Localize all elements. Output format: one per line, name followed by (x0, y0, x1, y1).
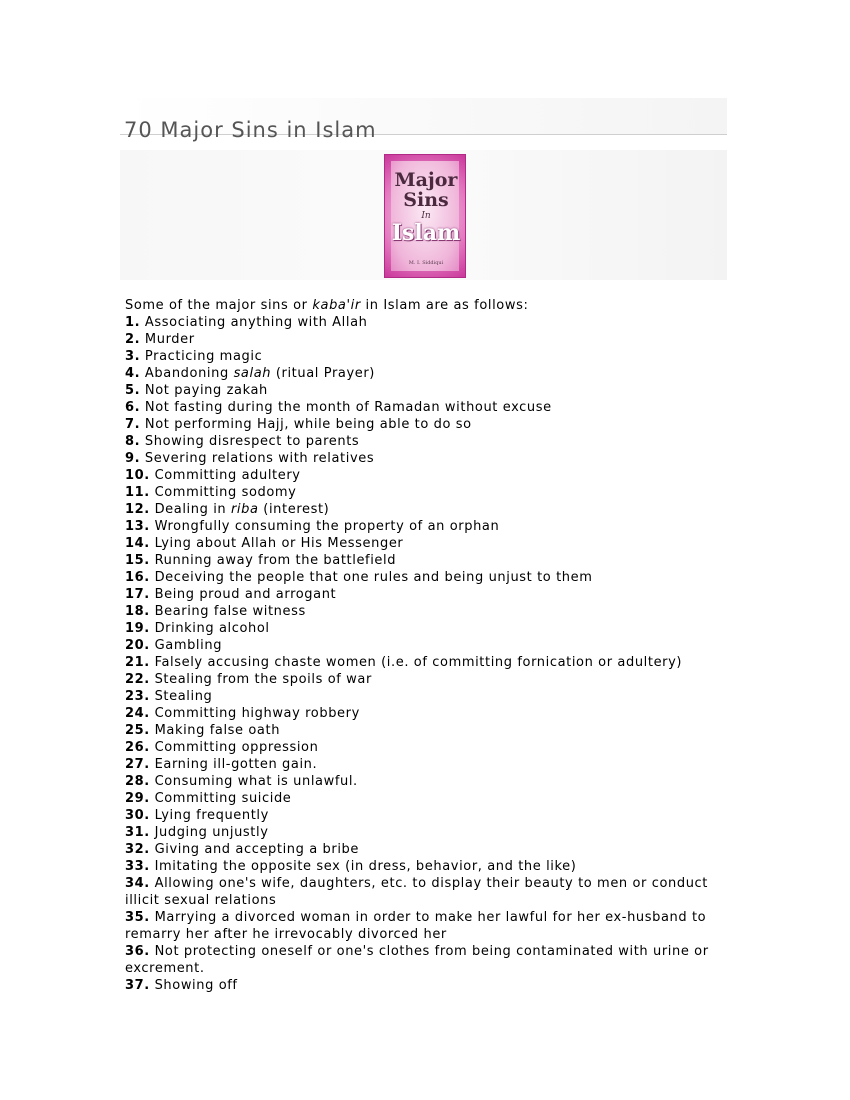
list-item-number: 33. (125, 859, 150, 874)
list-item-text: Committing sodomy (149, 485, 297, 500)
list-item (125, 671, 725, 688)
book-cover-author: M. I. Siddiqui (408, 260, 444, 266)
list-item (125, 484, 725, 501)
list-item (125, 467, 725, 484)
list-item-text: Bearing false witness (149, 604, 306, 619)
list-item-number: 3. (125, 349, 141, 364)
list-item (125, 756, 725, 773)
list-item-text: Consuming what is unlawful. (149, 774, 358, 789)
list-item-number: 27. (125, 757, 150, 772)
list-item-number: 6. (125, 400, 141, 415)
list-item (125, 569, 725, 586)
list-item-text: Judging unjustly (149, 825, 269, 840)
list-item-number: 10. (125, 468, 150, 483)
book-cover-line-1: Major (394, 169, 458, 191)
list-item (125, 637, 725, 654)
list-item (125, 977, 725, 994)
list-item-text: Making false oath (149, 723, 281, 738)
list-item (125, 875, 725, 909)
list-item (125, 858, 725, 875)
list-item (125, 824, 725, 841)
book-cover-image (384, 154, 466, 278)
list-item (125, 501, 725, 518)
list-item-number: 21. (125, 655, 150, 670)
list-item-text: Allowing one's wife, daughters, etc. to display their beauty to men or conduct illicit sexual relations (125, 876, 709, 908)
list-item-number: 24. (125, 706, 150, 721)
list-item-number: 4. (125, 366, 141, 381)
list-item-number: 22. (125, 672, 150, 687)
list-item-text: Practicing magic (140, 349, 263, 364)
list-item (125, 416, 725, 433)
list-item-number: 8. (125, 434, 141, 449)
list-item-number: 14. (125, 536, 150, 551)
list-item (125, 722, 725, 739)
book-cover-line-4: Islam (391, 220, 461, 246)
list-item-text: Dealing in (149, 502, 231, 517)
list-item (125, 382, 725, 399)
list-item-text: Not paying zakah (140, 383, 268, 398)
list-item (125, 314, 725, 331)
list-item (125, 450, 725, 467)
list-item (125, 620, 725, 637)
list-item-text: Committing suicide (149, 791, 292, 806)
list-item-text: Running away from the battlefield (149, 553, 397, 568)
list-item-text: Deceiving the people that one rules and being unjust to them (149, 570, 593, 585)
list-item-number: 28. (125, 774, 150, 789)
list-item (125, 688, 725, 705)
list-item-text: Lying frequently (149, 808, 269, 823)
book-cover-line-2: Sins (403, 189, 449, 211)
list-item-number: 12. (125, 502, 150, 517)
list-item-text: Associating anything with Allah (140, 315, 368, 330)
list-item-number: 35. (125, 910, 150, 925)
list-item-text: Not performing Hajj, while being able to do so (140, 417, 472, 432)
list-item (125, 705, 725, 722)
list-item (125, 348, 725, 365)
list-item-number: 26. (125, 740, 150, 755)
list-item-text: Earning ill-gotten gain. (149, 757, 318, 772)
list-item-text: Murder (140, 332, 195, 347)
list-item-text: Drinking alcohol (149, 621, 270, 636)
list-item-number: 5. (125, 383, 141, 398)
list-item-number: 23. (125, 689, 150, 704)
list-item-text: Stealing from the spoils of war (149, 672, 372, 687)
list-item-text: Showing disrespect to parents (140, 434, 360, 449)
list-item-number: 9. (125, 451, 141, 466)
list-item-number: 7. (125, 417, 141, 432)
list-item-number: 18. (125, 604, 150, 619)
list-item-number: 19. (125, 621, 150, 636)
list-item (125, 739, 725, 756)
list-item-number: 25. (125, 723, 150, 738)
list-item-text: Being proud and arrogant (149, 587, 337, 602)
list-item (125, 943, 725, 977)
list-item (125, 654, 725, 671)
list-item-number: 11. (125, 485, 150, 500)
list-item-number: 32. (125, 842, 150, 857)
list-item (125, 331, 725, 348)
list-item (125, 807, 725, 824)
sins-list (125, 314, 725, 994)
list-item-text: Gambling (149, 638, 223, 653)
list-item (125, 535, 725, 552)
list-item-text-end: (interest) (258, 502, 330, 517)
list-item-number: 13. (125, 519, 150, 534)
list-item-text: Committing highway robbery (149, 706, 360, 721)
list-item-text: Marrying a divorced woman in order to make her lawful for her ex-husband to remarry her after he irrevocably divorced her (125, 910, 707, 942)
book-cover-line-3: In (421, 211, 431, 221)
list-item-number: 34. (125, 876, 150, 891)
sins-list-content (125, 297, 725, 994)
list-item-number: 30. (125, 808, 150, 823)
list-item-number: 29. (125, 791, 150, 806)
list-item (125, 841, 725, 858)
list-item (125, 433, 725, 450)
intro-term: kaba'ir (312, 298, 361, 313)
list-item-text: Imitating the opposite sex (in dress, behavior, and the like) (149, 859, 577, 874)
list-item (125, 603, 725, 620)
list-item (125, 790, 725, 807)
list-item-text: Committing adultery (149, 468, 301, 483)
list-item-text-end: (ritual Prayer) (271, 366, 375, 381)
list-item (125, 909, 725, 943)
list-item-number: 2. (125, 332, 141, 347)
list-item-number: 37. (125, 978, 150, 993)
list-item-number: 20. (125, 638, 150, 653)
list-item (125, 518, 725, 535)
list-item-text: Stealing (149, 689, 213, 704)
list-item-text: Showing off (149, 978, 238, 993)
list-item-text: Abandoning (140, 366, 234, 381)
intro-text: Some of the major sins or (125, 298, 313, 313)
list-item-term: riba (230, 502, 259, 517)
list-item-text: Severing relations with relatives (140, 451, 375, 466)
list-item (125, 399, 725, 416)
list-item-number: 16. (125, 570, 150, 585)
list-item-term: salah (233, 366, 272, 381)
list-item-number: 36. (125, 944, 150, 959)
list-item-number: 17. (125, 587, 150, 602)
intro-paragraph (125, 297, 725, 314)
list-item-number: 15. (125, 553, 150, 568)
list-item-text: Not protecting oneself or one's clothes from being contaminated with urine or excrement. (125, 944, 709, 976)
list-item-text: Not fasting during the month of Ramadan without excuse (140, 400, 552, 415)
list-item-text: Wrongfully consuming the property of an orphan (149, 519, 500, 534)
list-item-number: 1. (125, 315, 141, 330)
list-item-text: Falsely accusing chaste women (i.e. of committing fornication or adultery) (149, 655, 683, 670)
list-item (125, 552, 725, 569)
list-item-text: Committing oppression (149, 740, 319, 755)
list-item-text: Lying about Allah or His Messenger (149, 536, 404, 551)
list-item-text: Giving and accepting a bribe (149, 842, 359, 857)
list-item (125, 773, 725, 790)
list-item (125, 365, 725, 382)
list-item-number: 31. (125, 825, 150, 840)
page-title: 70 Major Sins in Islam (124, 118, 377, 143)
list-item (125, 586, 725, 603)
intro-text-end: in Islam are as follows: (360, 298, 529, 313)
